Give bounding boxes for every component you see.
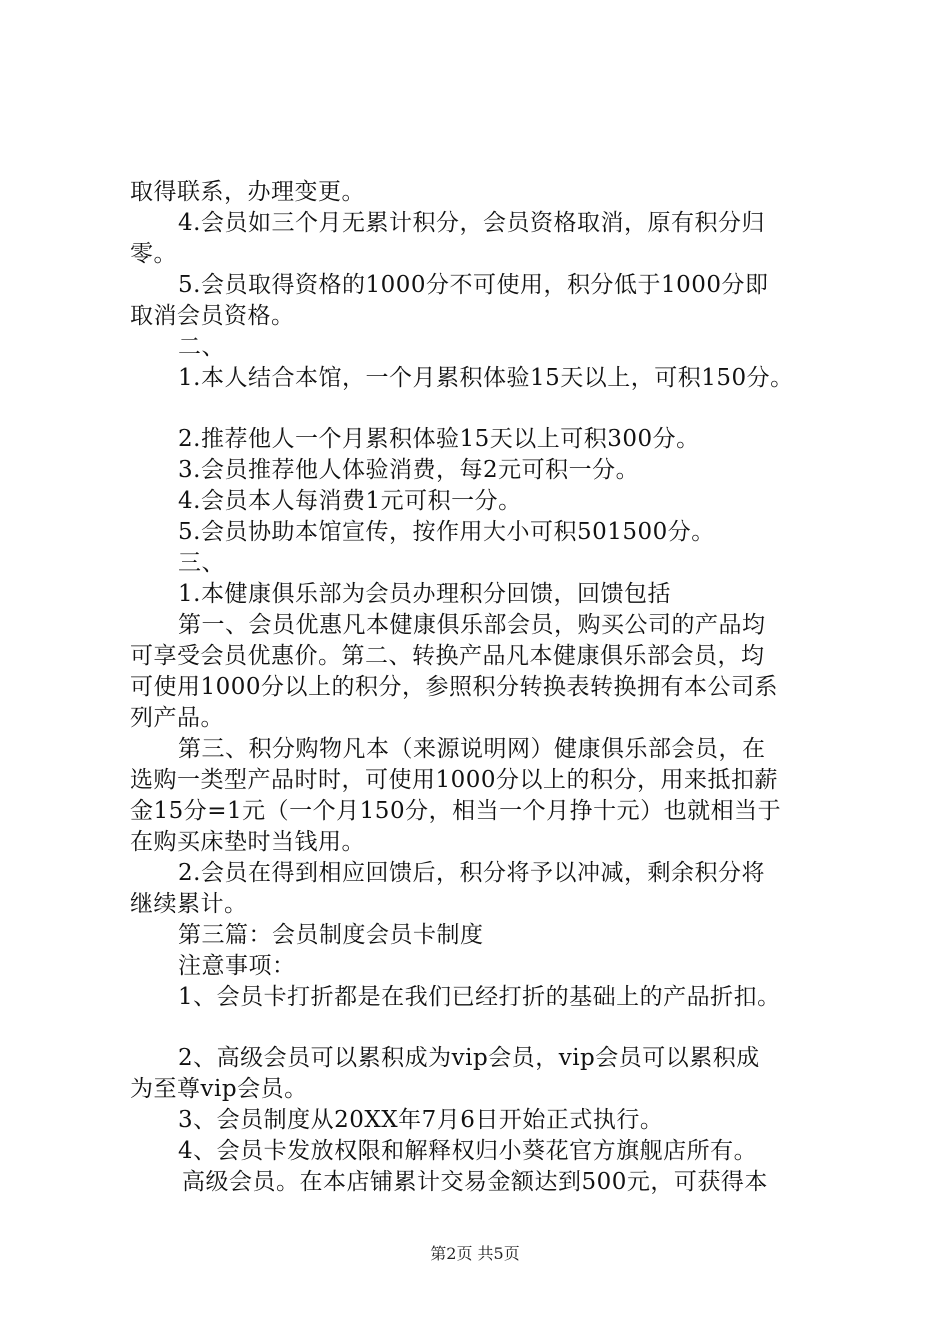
text-line: 3.会员推荐他人体验消费，每2元可积一分。 [178, 457, 640, 483]
text-line: 1.本健康俱乐部为会员办理积分回馈，回馈包括 [178, 581, 671, 607]
text-line: 高级会员。在本店铺累计交易金额达到500元，可获得本 [182, 1169, 768, 1195]
text-line: 3、会员制度从20XX年7月6日开始正式执行。 [178, 1107, 664, 1133]
section-heading: 第三篇：会员制度会员卡制度 [178, 922, 484, 948]
text-line: 5.会员取得资格的1000分不可使用，积分低于1000分即 [178, 272, 769, 298]
text-line: 继续累计。 [130, 891, 248, 917]
text-line: 为至尊vip会员。 [130, 1076, 308, 1102]
text-line: 注意事项： [178, 953, 296, 979]
page-number-footer: 第2页 共5页 [430, 1244, 520, 1263]
text-line: 2.会员在得到相应回馈后，积分将予以冲减，剩余积分将 [178, 860, 765, 886]
text-line: 列产品。 [130, 705, 224, 731]
text-line: 4.会员本人每消费1元可积一分。 [178, 488, 522, 514]
text-line: 可使用1000分以上的积分，参照积分转换表转换拥有本公司系 [130, 674, 779, 700]
text-line: 选购一类型产品时时，可使用1000分以上的积分，用来抵扣薪 [130, 767, 779, 793]
text-line: 可享受会员优惠价。第二、转换产品凡本健康俱乐部会员，均 [130, 643, 765, 669]
text-line: 取消会员资格。 [130, 303, 295, 329]
text-line: 第三、积分购物凡本（来源说明网）健康俱乐部会员，在 [178, 736, 766, 762]
text-line: 取得联系，办理变更。 [130, 179, 365, 205]
text-line: 2、高级会员可以累积成为vip会员，vip会员可以累积成 [178, 1045, 760, 1071]
text-line: 1、会员卡打折都是在我们已经打折的基础上的产品折扣。 [178, 984, 781, 1010]
text-line: 1.本人结合本馆，一个月累积体验15天以上，可积150分。 [178, 365, 794, 391]
text-line: 金15分=1元（一个月150分，相当一个月挣十元）也就相当于 [130, 798, 782, 824]
section-heading: 三、 [178, 550, 225, 576]
text-line: 第一、会员优惠凡本健康俱乐部会员，购买公司的产品均 [178, 612, 766, 638]
text-line: 零。 [130, 241, 177, 267]
section-heading: 二、 [178, 334, 225, 360]
text-line: 4.会员如三个月无累计积分，会员资格取消，原有积分归 [178, 210, 765, 236]
text-line: 4、会员卡发放权限和解释权归小葵花官方旗舰店所有。 [178, 1138, 758, 1164]
text-line: 在购买床垫时当钱用。 [130, 829, 365, 855]
text-line: 2.推荐他人一个月累积体验15天以上可积300分。 [178, 426, 700, 452]
text-line: 5.会员协助本馆宣传，按作用大小可积501500分。 [178, 519, 715, 545]
